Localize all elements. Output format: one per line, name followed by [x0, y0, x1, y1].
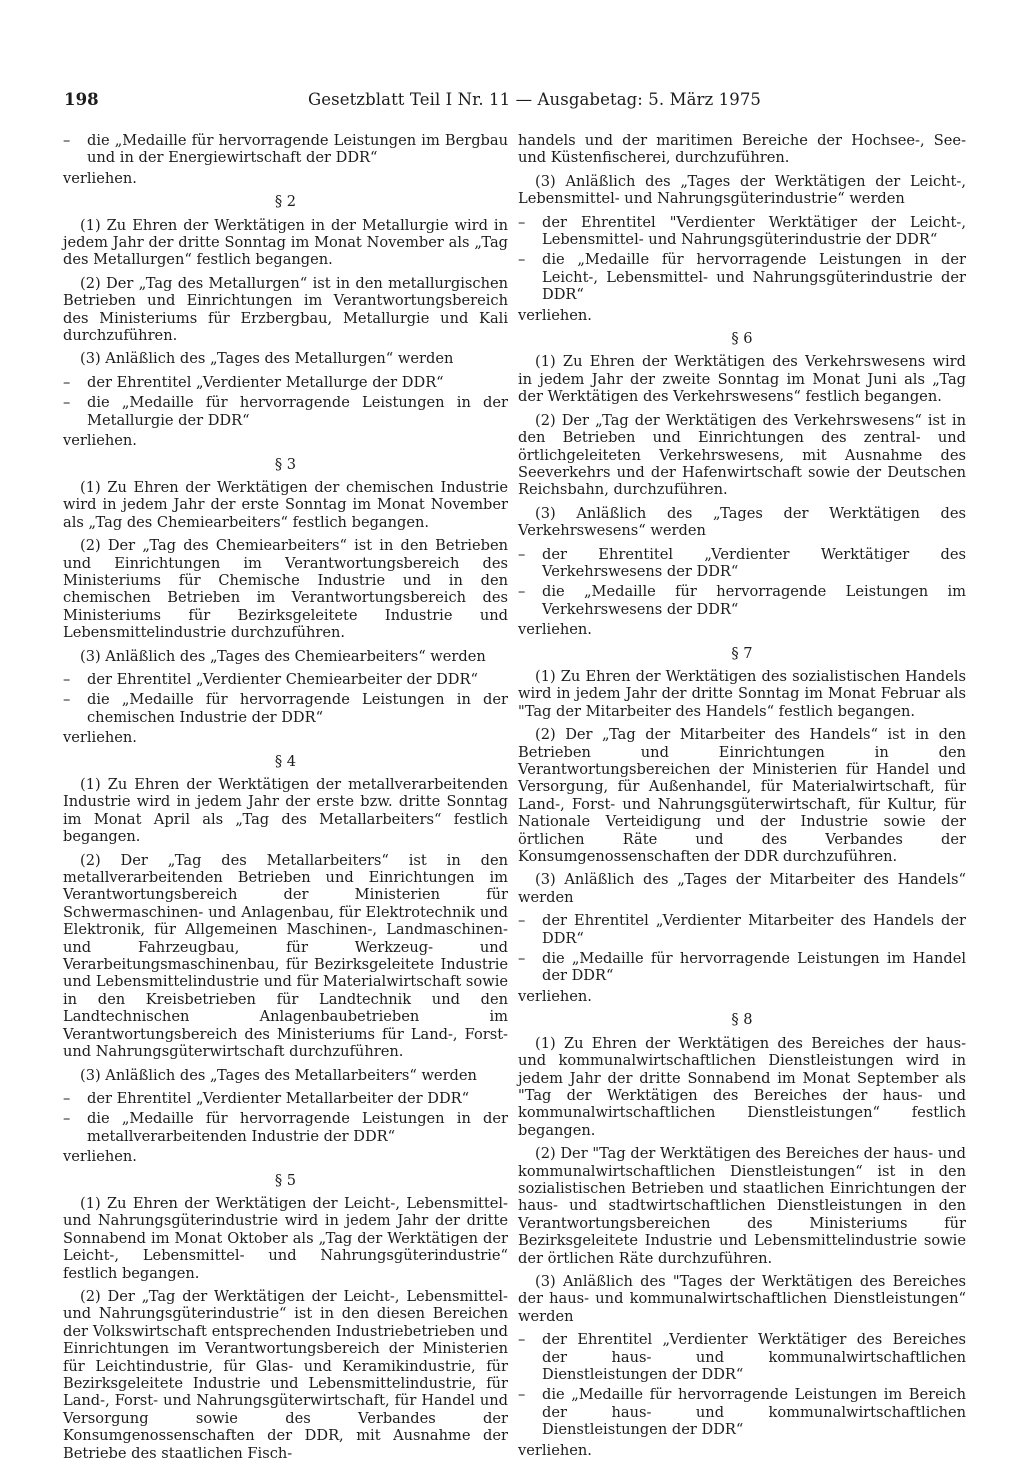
list-item: – der Ehrentitel „Verdienter Chemiearbeiter der DDR“: [63, 671, 508, 688]
list-item: – der Ehrentitel „Verdienter Metallurge der DDR“: [63, 374, 508, 391]
section-heading-8: § 8: [731, 1011, 753, 1029]
verliehen-line: verliehen.: [518, 987, 592, 1005]
list-item: – die „Medaille für hervorragende Leistungen im Verkehrswesens der DDR“: [518, 583, 966, 618]
verliehen-line: verliehen.: [63, 1148, 137, 1166]
list-item: – die „Medaille für hervorragende Leistungen in der Metallurgie der DDR“: [63, 394, 508, 429]
list-item: – die „Medaille für hervorragende Leistungen im Bereich der haus- und kommunalwirtschaftlichen Dienstleistungen der DDR“: [518, 1386, 966, 1438]
verliehen-line: verliehen.: [518, 306, 592, 324]
paragraph-continuation: handels und der maritimen Bereiche der Hochsee-, See- und Küstenfischerei, durchzuführen.: [518, 132, 966, 167]
section-heading-7: § 7: [731, 644, 753, 662]
verliehen-line: verliehen.: [63, 432, 137, 450]
header-title: Gesetzblatt Teil I Nr. 11 — Ausgabetag: 5. März 1975: [308, 90, 762, 109]
list-item: – die „Medaille für hervorragende Leistungen in der chemischen Industrie der DDR“: [63, 691, 508, 726]
paragraph: (1) Zu Ehren der Werktätigen in der Metallurgie wird in jedem Jahr der dritte Sonntag im Monat November als „Tag des Metallurgen“ festlich begangen.: [63, 216, 508, 269]
section-heading-6: § 6: [731, 330, 753, 348]
verliehen-line: verliehen.: [63, 169, 137, 187]
list-item: – der Ehrentitel „Verdienter Metallarbeiter der DDR“: [63, 1090, 508, 1107]
page-header: [64, 88, 964, 114]
paragraph: (3) Anläßlich des „Tages des Metallurgen“ werden: [80, 350, 454, 368]
left-column: [63, 132, 508, 1468]
list-item: – der Ehrentitel „Verdienter Mitarbeiter des Handels der DDR“: [518, 912, 966, 947]
section-heading-2: § 2: [274, 193, 297, 211]
section-heading-5: § 5: [274, 1171, 297, 1189]
paragraph: (3) Anläßlich des "Tages der Werktätigen des Bereiches der haus- und kommunalwirtschaftlichen Dienstleistungen“ werden: [518, 1272, 966, 1325]
paragraph: (2) Der „Tag des Chemiearbeiters“ ist in den Betrieben und Einrichtungen im Verantwortungsbereich des Ministeriums für Chemische Industrie und in den chemischen Betrieben im Verantwortungsbereich des Ministeriums für Bezirksgeleitete Industrie und Lebensmittelindustrie durchzuführen.: [63, 537, 508, 642]
list-item: – die „Medaille für hervorragende Leistungen im Handel der DDR“: [518, 950, 966, 985]
paragraph: (1) Zu Ehren der Werktätigen des Verkehrswesens wird in jedem Jahr der zweite Sonntag im Monat Juni als „Tag der Werktätigen des Verkehrswesens“ festlich begangen.: [518, 353, 966, 406]
paragraph: (3) Anläßlich des „Tages des Chemiearbeiters“ werden: [80, 647, 486, 665]
paragraph: (3) Anläßlich des „Tages der Mitarbeiter des Handels“ werden: [518, 871, 966, 906]
paragraph: (1) Zu Ehren der Werktätigen der chemischen Industrie wird in jedem Jahr der erste Sonntag im Monat November als „Tag des Chemiearbeiters“ festlich begangen.: [63, 478, 508, 531]
paragraph: (3) Anläßlich des „Tages des Metallarbeiters“ werden: [80, 1066, 477, 1084]
paragraph: (3) Anläßlich des „Tages der Werktätigen des Verkehrswesens“ werden: [518, 504, 966, 540]
right-column: [518, 132, 966, 1465]
page-number: 198: [64, 90, 99, 109]
list-item: – der Ehrentitel "Verdienter Werktätiger der Leicht-, Lebensmittel- und Nahrungsgüterindustrie der DDR“: [518, 214, 966, 249]
verliehen-line: verliehen.: [518, 1441, 592, 1459]
list-item: – die „Medaille für hervorragende Leistungen in der metallverarbeitenden Industrie der DDR“: [63, 1110, 508, 1145]
paragraph: (2) Der „Tag der Werktätigen des Verkehrswesens“ ist in den Betrieben und Einrichtungen des zentral- und örtlichgeleiteten Verkehrswesens, mit Ausnahme des Seeverkehrs und der Hafenwirtschaft sowie der Deutschen Reichsbahn, durchzuführen.: [518, 411, 966, 499]
paragraph: (1) Zu Ehren der Werktätigen der Leicht-, Lebensmittel- und Nahrungsgüterindustrie wird in jedem Jahr der dritte Sonnabend im Monat Oktober als „Tag der Werktätigen der Leicht-, Lebensmittel- und Nahrungsgüterindustrie“ festlich begangen.: [63, 1194, 508, 1282]
paragraph: (1) Zu Ehren der Werktätigen des sozialistischen Handels wird in jedem Jahr der dritte Sonntag im Monat Februar als "Tag der Mitarbeiter des Handels“ festlich begangen.: [518, 667, 966, 720]
list-item: – die „Medaille für hervorragende Leistungen im Bergbau und in der Energiewirtschaft der DDR“: [63, 132, 508, 167]
paragraph: (3) Anläßlich des „Tages der Werktätigen der Leicht-, Lebensmittel- und Nahrungsgüterindustrie“ werden: [518, 172, 966, 208]
paragraph: (2) Der „Tag der Mitarbeiter des Handels“ ist in den Betrieben und Einrichtungen in den Verantwortungsbereichen der Ministerien für Handel und Versorgung, für Außenhandel, für Materialwirtschaft, für Land-, Forst- und Nahrungsgüterwirtschaft, für Kultur, für Nationale Verteidigung und der Industrie sowie der örtlichen Räte und des Verbandes der Konsumgenossenschaften der DDR durchzuführen.: [518, 726, 966, 866]
paragraph: (1) Zu Ehren der Werktätigen des Bereiches der haus- und kommunalwirtschaftlichen Dienstleistungen wird in jedem Jahr der dritte Sonnabend im Monat September als "Tag der Werktätigen des Bereiches der haus- und kommunalwirtschaftlichen Dienstleistungen“ festlich begangen.: [518, 1034, 966, 1139]
verliehen-line: verliehen.: [63, 729, 137, 747]
section-heading-4: § 4: [274, 752, 297, 770]
verliehen-line: verliehen.: [518, 621, 592, 639]
paragraph: (2) Der „Tag der Werktätigen der Leicht-, Lebensmittel- und Nahrungsgüterindustrie“ ist in den diesen Bereichen der Volkswirtschaft entsprechenden Industriebetrieben und Einrichtungen im Verantwortungsbereich der Ministerien für Leichtindustrie, für Glas- und Keramikindustrie, für Bezirksgeleitete Industrie und Lebensmittelindustrie, für Land-, Forst- und Nahrungsgüterwirtschaft, für Handel und Versorgung sowie des Verbandes der Konsumgenossenschaften der DDR, mit Ausnahme der Betriebe des staatlichen Fisch-: [63, 1287, 508, 1462]
paragraph: (1) Zu Ehren der Werktätigen der metallverarbeitenden Industrie wird in jedem Jahr der erste bzw. dritte Sonntag im Monat April als „Tag des Metallarbeiters“ festlich begangen.: [63, 776, 508, 846]
paragraph: (2) Der „Tag des Metallurgen“ ist in den metallurgischen Betrieben und Einrichtungen im Verantwortungsbereich des Ministeriums für Erzbergbau, Metallurgie und Kali durchzuführen.: [63, 274, 508, 345]
paragraph: (2) Der "Tag der Werktätigen des Bereiches der haus- und kommunalwirtschaftlichen Dienstleistungen“ ist in den sozialistischen Betrieben und staatlichen Einrichtungen der haus- und stadtwirtschaftlichen Dienstleistungen in den Verantwortungsbereichen des Ministeriums für Bezirksgeleitete Industrie und Lebensmittelindustrie sowie der örtlichen Räte durchzuführen.: [518, 1145, 966, 1267]
list-item: – der Ehrentitel „Verdienter Werktätiger des Bereiches der haus- und kommunalwirtschaftlichen Dienstleistungen der DDR“: [518, 1331, 966, 1383]
section-heading-3: § 3: [274, 455, 297, 473]
list-item: – der Ehrentitel „Verdienter Werktätiger des Verkehrswesens der DDR“: [518, 546, 966, 581]
list-item: – die „Medaille für hervorragende Leistungen in der Leicht-, Lebensmittel- und Nahrungsgüterindustrie der DDR“: [518, 251, 966, 303]
paragraph: (2) Der „Tag des Metallarbeiters“ ist in den metallverarbeitenden Betrieben und Einrichtungen im Verantwortungsbereich der Ministerien für Schwermaschinen- und Anlagenbau, für Elektrotechnik und Elektronik, für Allgemeinen Maschinen-, Landmaschinen- und Fahrzeugbau, für Werkzeug- und Verarbeitungsmaschinenbau, für Bezirksgeleitete Industrie und Lebensmittelindustrie und für Materialwirtschaft sowie in den Kreisbetrieben für Landtechnik und den Landtechnischen Anlagenbaubetrieben im Verantwortungsbereich des Ministeriums für Land-, Forst- und Nahrungsgüterwirtschaft durchzuführen.: [63, 851, 508, 1061]
